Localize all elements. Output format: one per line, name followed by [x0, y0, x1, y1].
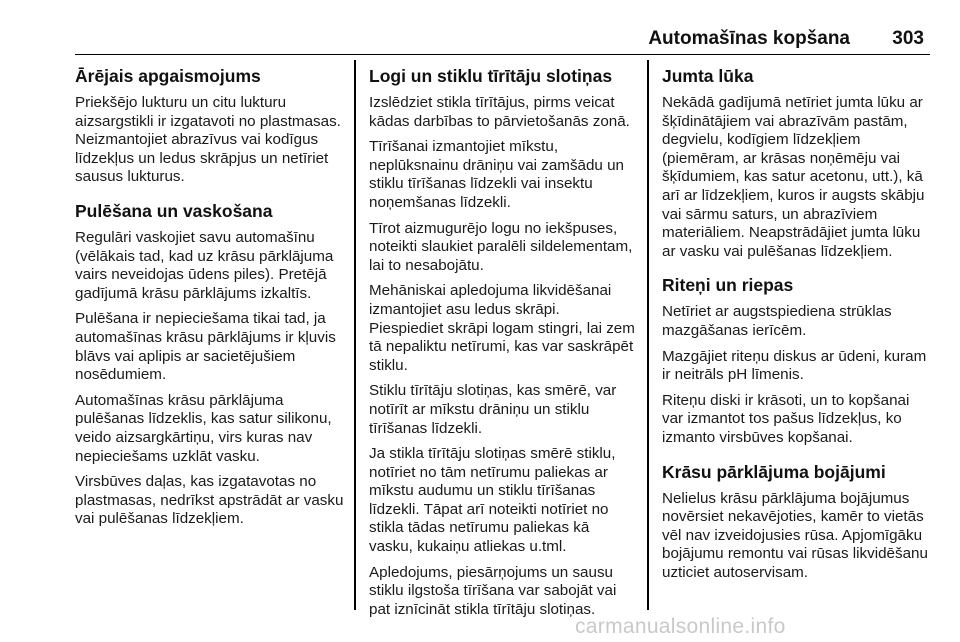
paragraph: Ja stikla tīrītāju slotiņas smērē stiklu, notīriet no tām netīrumu paliekas ar mīkstu audumu un stiklu tīrīšanas līdzekli. Tāpat arī noteikti notīriet no stikla tādas netīrumu paliekas kā vasku, kukaiņu atliekas u.tml.	[369, 445, 616, 556]
section-heading-sunroof: Jumta lūka	[662, 66, 754, 86]
paragraph: Nelielus krāsu pārklājuma bojājumus novērsiet nekavējoties, kamēr to vietās vēl nav izveidojusies rūsa. Apjomīgāku bojājumu remontu vai rūsas likvidēšanu uzticiet autoservisam.	[662, 489, 928, 581]
paragraph: Riteņu diski ir krāsoti, un to kopšanai var izmantot tos pašus līdzekļus, ko izmanto virsbūves kopšanai.	[662, 391, 910, 446]
paragraph: Nekādā gadījumā netīriet jumta lūku ar šķīdinātājiem vai abrazīvām pastām, degvielu, kodīgiem līdzekļiem (piemēram, ar krāsas noņēmēju vai šķīdumiem, kas satur acetonu, utt.), kā arī ar līdzekļiem, kuros ir augsts skābju vai sārmu saturs, un abrazīviem materiāliem. Neapstrādājiet jumta lūku ar vasku vai pulēšanas līdzekļiem.	[662, 94, 925, 260]
paragraph: Automašīnas krāsu pārklājuma pulēšanas līdzeklis, kas satur silikonu, veido aizsargkārtiņu, virs kuras nav nepieciešams uzklāt vasku.	[75, 391, 332, 465]
paragraph: Mazgājiet riteņu diskus ar ūdeni, kuram ir neitrāls pH līmenis.	[662, 347, 927, 384]
paragraph: Mehāniskai apledojuma likvidēšanai izmantojiet asu ledus skrāpi. Piespiediet skrāpi logam stingri, lai zem tā nepaliktu netīrumi, kas var saskrāpēt stiklu.	[369, 282, 635, 374]
page-number: 303	[892, 28, 924, 49]
column-1	[75, 66, 350, 536]
paragraph: Pulēšana ir nepieciešama tikai tad, ja automašīnas krāsu pārklājums ir kļuvis blāvs vai aplipis ar sacietējušiem nosēdumiem.	[75, 310, 336, 384]
section-heading-polishing: Pulēšana un vaskošana	[75, 200, 273, 221]
paragraph: Tīrot aizmugurējo logu no iekšpuses, noteikti slaukiet paralēli sildelementam, lai to nesabojātu.	[369, 219, 633, 274]
paragraph: Apledojums, piesārņojums un sausu stiklu ilgstoša tīrīšana var sabojāt vai pat iznīcināt stikla tīrītāju slotiņas.	[369, 563, 617, 618]
section-heading-windows-wipers: Logi un stiklu tīrītāju slotiņas	[369, 66, 613, 86]
paragraph: Stiklu tīrītāju slotiņas, kas smērē, var notīrīt ar mīkstu drāniņu un stiklu tīrīšanas līdzekli.	[369, 382, 617, 437]
paragraph: Virsbūves daļas, kas izgatavotas no plastmasas, nedrīkst apstrādāt ar vasku vai pulēšanas līdzekļiem.	[75, 473, 344, 528]
paragraph: Regulāri vaskojiet savu automašīnu (vēlākais tad, kad uz krāsu pārklājuma vairs neveidojas ūdens piles). Pretējā gadījumā krāsu pārklājums izkaltīs.	[75, 228, 334, 302]
paragraph: Priekšējo lukturu un citu lukturu aizsargstikli ir izgatavoti no plastmasas. Neizmantojiet abrazīvus vai kodīgus līdzekļus un ledus skrāpjus un netīriet sausus lukturus.	[75, 94, 341, 186]
column-divider-1	[354, 60, 356, 610]
watermark: carmanualsonline.info	[575, 615, 786, 638]
column-3	[662, 66, 930, 589]
column-2	[369, 66, 635, 626]
page-title: Automašīnas kopšana	[648, 28, 850, 49]
paragraph: Izslēdziet stikla tīrītājus, pirms veicat kādas darbības to pārvietošanās zonā.	[369, 94, 630, 130]
paragraph: Netīriet ar augstspiediena strūklas mazgāšanas ierīcēm.	[662, 303, 892, 339]
section-heading-wheels-tyres: Riteņi un riepas	[662, 275, 794, 296]
section-heading-exterior-lights: Ārējais apgaismojums	[75, 66, 261, 86]
page-header	[75, 20, 930, 55]
section-heading-paint-damage: Krāsu pārklājuma bojājumi	[662, 461, 886, 482]
paragraph: Tīrīšanai izmantojiet mīkstu, neplūksnainu drāniņu vai zamšādu un stiklu tīrīšanas līdzekli vai insektu noņemšanas līdzekli.	[369, 138, 624, 211]
column-divider-2	[647, 60, 649, 610]
